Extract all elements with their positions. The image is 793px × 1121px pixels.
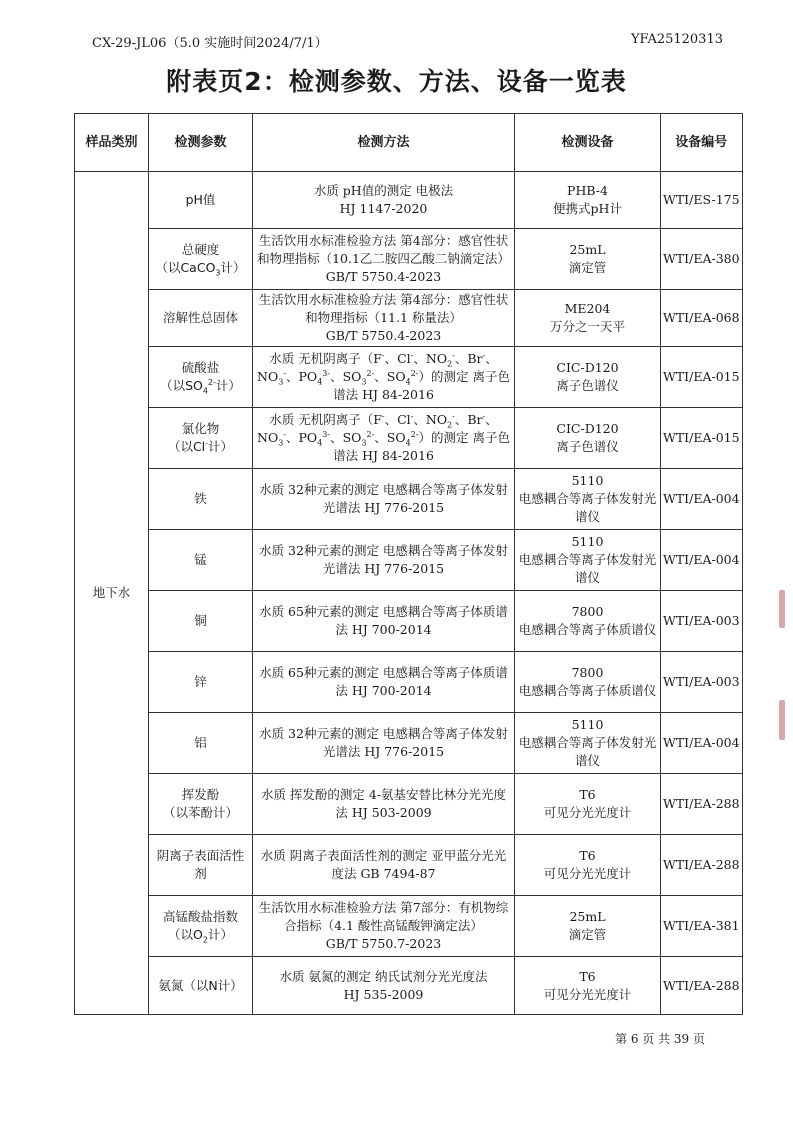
equipment-code-cell: WTI/EA-015 — [661, 408, 743, 469]
table-row — [75, 530, 743, 591]
table-row — [75, 172, 743, 229]
page-number: 第 6 页 共 39 页 — [615, 1032, 705, 1046]
parameter-cell: 铜 — [149, 591, 253, 652]
parameter-cell: 阴离子表面活性剂 — [149, 835, 253, 896]
method-cell: 生活饮用水标准检验方法 第4部分：感官性状和物理指标（10.1乙二胺四乙酸二钠滴定法）GB/T 5750.4-2023 — [253, 229, 515, 290]
col-header-parameter: 检测参数 — [149, 114, 253, 172]
equipment-cell: CIC-D120 离子色谱仪 — [515, 347, 661, 408]
equipment-code-cell: WTI/EA-288 — [661, 957, 743, 1015]
parameter-cell: 高锰酸盐指数 （以$O_2$计） — [149, 896, 253, 957]
parameter-cell: 铝 — [149, 713, 253, 774]
parameter-cell: pH值 — [149, 172, 253, 229]
col-header-category: 样品类别 — [75, 114, 149, 172]
parameter-cell: 铁 — [149, 469, 253, 530]
method-cell: 水质 32种元素的测定 电感耦合等离子体发射光谱法 HJ 776-2015 — [253, 530, 515, 591]
equipment-cell: ME204 万分之一天平 — [515, 290, 661, 347]
equipment-code-cell: WTI/EA-288 — [661, 774, 743, 835]
equipment-cell: 5110 电感耦合等离子体发射光谱仪 — [515, 530, 661, 591]
method-cell: 水质 无机阴离子（F-、Cl-、$NO_2^-$、Br-、$NO_3^-$、$PO_4^{3-}$、$SO_3^{2-}$、$SO_4^{2-}$）的测定 离子色谱法 HJ 84-2016 — [253, 347, 515, 408]
sample-category-cell: 地下水 — [75, 172, 149, 1015]
equipment-code-cell: WTI/EA-003 — [661, 591, 743, 652]
seal-edge-mark — [779, 700, 785, 740]
method-cell: 水质 阴离子表面活性剂的测定 亚甲蓝分光光度法 GB 7494-87 — [253, 835, 515, 896]
method-cell: 水质 65种元素的测定 电感耦合等离子体质谱法 HJ 700-2014 — [253, 652, 515, 713]
parameter-cell: 锰 — [149, 530, 253, 591]
equipment-cell: T6 可见分光光度计 — [515, 957, 661, 1015]
equipment-cell: 7800 电感耦合等离子体质谱仪 — [515, 591, 661, 652]
page-title: 附表页2：检测参数、方法、设备一览表 — [166, 67, 627, 96]
equipment-code-cell: WTI/EA-381 — [661, 896, 743, 957]
seal-edge-mark — [779, 590, 785, 628]
method-cell: 水质 氨氮的测定 纳氏试剂分光光度法 HJ 535-2009 — [253, 957, 515, 1015]
table-header-row — [75, 114, 743, 172]
parameter-cell: 氯化物 （以Cl-计） — [149, 408, 253, 469]
equipment-cell: 7800 电感耦合等离子体质谱仪 — [515, 652, 661, 713]
equipment-code-cell: WTI/EA-004 — [661, 713, 743, 774]
equipment-cell: CIC-D120 离子色谱仪 — [515, 408, 661, 469]
table-row — [75, 290, 743, 347]
equipment-cell: T6 可见分光光度计 — [515, 774, 661, 835]
col-header-equipment: 检测设备 — [515, 114, 661, 172]
parameter-cell: 总硬度 （以CaCO$_3$计） — [149, 229, 253, 290]
table-row — [75, 713, 743, 774]
doc-code: CX-29-JL06（5.0 实施时间2024/7/1） — [92, 36, 328, 51]
method-cell: 水质 65种元素的测定 电感耦合等离子体质谱法 HJ 700-2014 — [253, 591, 515, 652]
table-row — [75, 957, 743, 1015]
equipment-cell: T6 可见分光光度计 — [515, 835, 661, 896]
equipment-code-cell: WTI/ES-175 — [661, 172, 743, 229]
parameters-table — [74, 113, 743, 1015]
equipment-code-cell: WTI/EA-015 — [661, 347, 743, 408]
equipment-cell: 5110 电感耦合等离子体发射光谱仪 — [515, 469, 661, 530]
equipment-code-cell: WTI/EA-003 — [661, 652, 743, 713]
equipment-code-cell: WTI/EA-004 — [661, 469, 743, 530]
method-cell: 水质 无机阴离子（F-、Cl-、$NO_2^-$、Br-、$NO_3^-$、$PO_4^{3-}$、$SO_3^{2-}$、$SO_4^{2-}$）的测定 离子色谱法 HJ 84-2016 — [253, 408, 515, 469]
method-cell: 水质 挥发酚的测定 4-氨基安替比林分光光度法 HJ 503-2009 — [253, 774, 515, 835]
equipment-code-cell: WTI/EA-068 — [661, 290, 743, 347]
equipment-cell: 25mL 滴定管 — [515, 229, 661, 290]
table-row — [75, 229, 743, 290]
equipment-cell: 5110 电感耦合等离子体发射光谱仪 — [515, 713, 661, 774]
equipment-code-cell: WTI/EA-004 — [661, 530, 743, 591]
method-cell: 水质 32种元素的测定 电感耦合等离子体发射光谱法 HJ 776-2015 — [253, 469, 515, 530]
equipment-cell: 25mL 滴定管 — [515, 896, 661, 957]
parameter-cell: 锌 — [149, 652, 253, 713]
parameter-cell: 溶解性总固体 — [149, 290, 253, 347]
table-row — [75, 774, 743, 835]
equipment-code-cell: WTI/EA-288 — [661, 835, 743, 896]
equipment-cell: PHB-4 便携式pH计 — [515, 172, 661, 229]
method-cell: 水质 32种元素的测定 电感耦合等离子体发射光谱法 HJ 776-2015 — [253, 713, 515, 774]
table-row — [75, 896, 743, 957]
method-cell: 生活饮用水标准检验方法 第4部分：感官性状和物理指标（11.1 称量法） GB/T 5750.4-2023 — [253, 290, 515, 347]
table-row — [75, 469, 743, 530]
report-number: YFA25120313 — [630, 32, 723, 47]
method-cell: 生活饮用水标准检验方法 第7部分：有机物综合指标（4.1 酸性高锰酸钾滴定法） GB/T 5750.7-2023 — [253, 896, 515, 957]
parameter-cell: 硫酸盐 （以$SO_4^{2-}$计） — [149, 347, 253, 408]
col-header-method: 检测方法 — [253, 114, 515, 172]
table-row — [75, 835, 743, 896]
col-header-equipment-code: 设备编号 — [661, 114, 743, 172]
parameter-cell: 氨氮（以N计） — [149, 957, 253, 1015]
table-row — [75, 591, 743, 652]
method-cell: 水质 pH值的测定 电极法 HJ 1147-2020 — [253, 172, 515, 229]
parameter-cell: 挥发酚 （以苯酚计） — [149, 774, 253, 835]
table-row — [75, 347, 743, 408]
equipment-code-cell: WTI/EA-380 — [661, 229, 743, 290]
table-row — [75, 652, 743, 713]
table-row — [75, 408, 743, 469]
